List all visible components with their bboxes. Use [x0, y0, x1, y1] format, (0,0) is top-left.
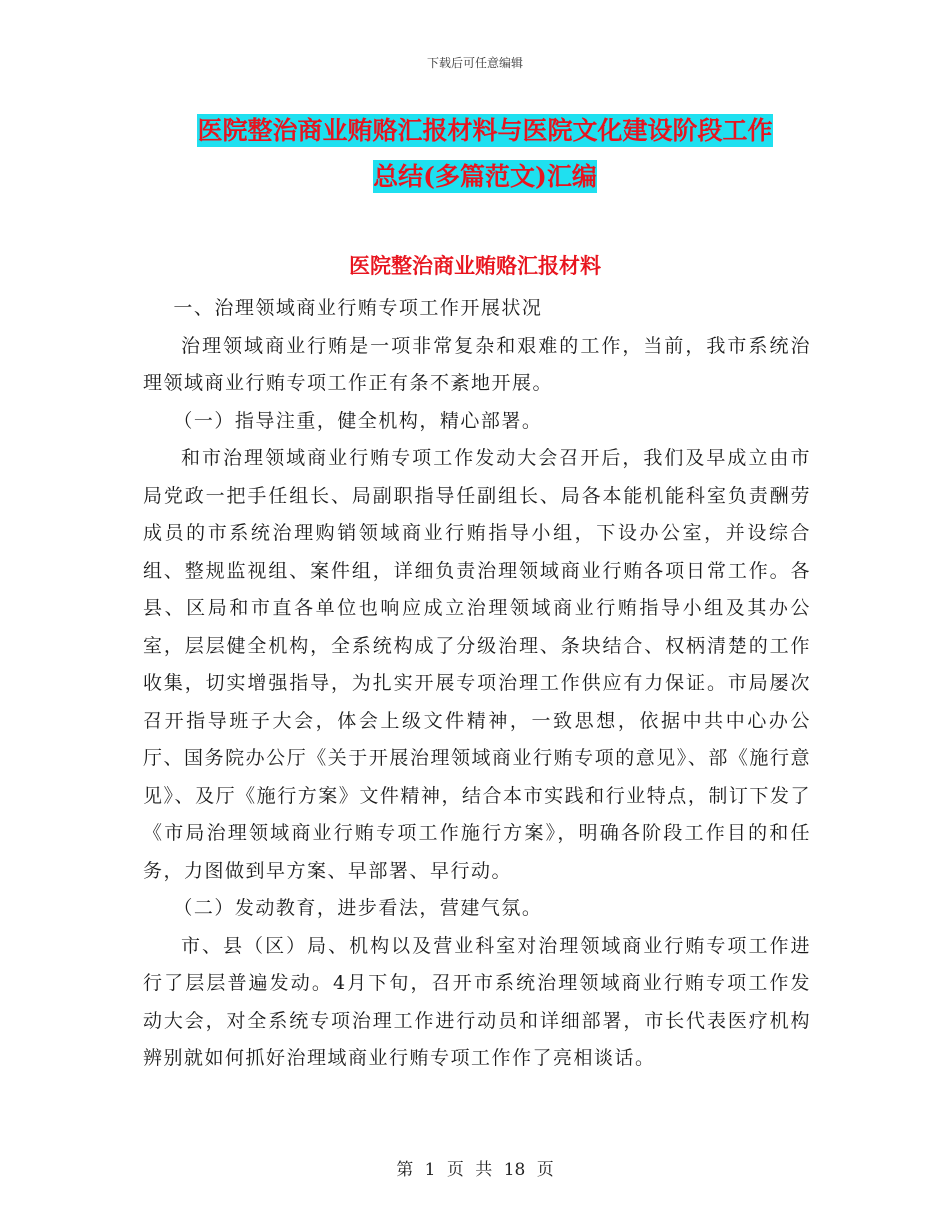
paragraph-subheading-1: （一）指导注重，健全机构，精心部署。	[173, 409, 543, 432]
body-text	[143, 290, 811, 1078]
title-line-1: 医院整治商业贿赂汇报材料与医院文化建设阶段工作	[197, 116, 773, 145]
page-number-footer: 第 1 页 共 18 页	[396, 1160, 554, 1180]
document-title	[140, 108, 830, 200]
paragraph: 治理领域商业行贿是一项非常复杂和艰难的工作，当前，我市系统治理领域商业行贿专项工作正有条不紊地开展。	[143, 334, 811, 394]
title-line-2: 总结(多篇范文)汇编	[373, 162, 597, 191]
page-header-note: 下载后可任意编辑	[426, 56, 523, 70]
section-title: 医院整治商业贿赂汇报材料	[349, 253, 601, 278]
paragraph: 市、县（区）局、机构以及营业科室对治理领域商业行贿专项工作进行了层层普遍发动。4月下旬，召开市系统治理领域商业行贿专项工作发动大会，对全系统专项治理工作进行动员和详细部署，市长代表医疗机构辨别就如何抓好治理域商业行贿专项工作作了亮相谈话。	[143, 934, 811, 1069]
paragraph: 和市治理领域商业行贿专项工作发动大会召开后，我们及早成立由市局党政一把手任组长、局副职指导任副组长、局各本能机能科室负责酬劳成员的市系统治理购销领域商业行贿指导小组，下设办公室，并设综合组、整规监视组、案件组，详细负责治理领域商业行贿各项日常工作。各县、区局和市直各单位也响应成立治理领域商业行贿指导小组及其办公室，层层健全机构，全系统构成了分级治理、条块结合、权柄清楚的工作收集，切实增强指导，为扎实开展专项治理工作供应有力保证。市局屡次召开指导班子大会，体会上级文件精神，一致思想，依据中共中心办公厅、国务院办公厅《关于开展治理领域商业行贿专项的意见》、部《施行意见》、及厅《施行方案》文件精神，结合本市实践和行业特点，制订下发了《市局治理领域商业行贿专项工作施行方案》，明确各阶段工作目的和任务，力图做到早方案、早部署、早行动。	[143, 447, 811, 882]
paragraph-subheading-2: （二）发动教育，进步看法，营建气氛。	[173, 897, 543, 919]
paragraph-heading-1: 一、治理领域商业行贿专项工作开展状况	[173, 297, 543, 319]
